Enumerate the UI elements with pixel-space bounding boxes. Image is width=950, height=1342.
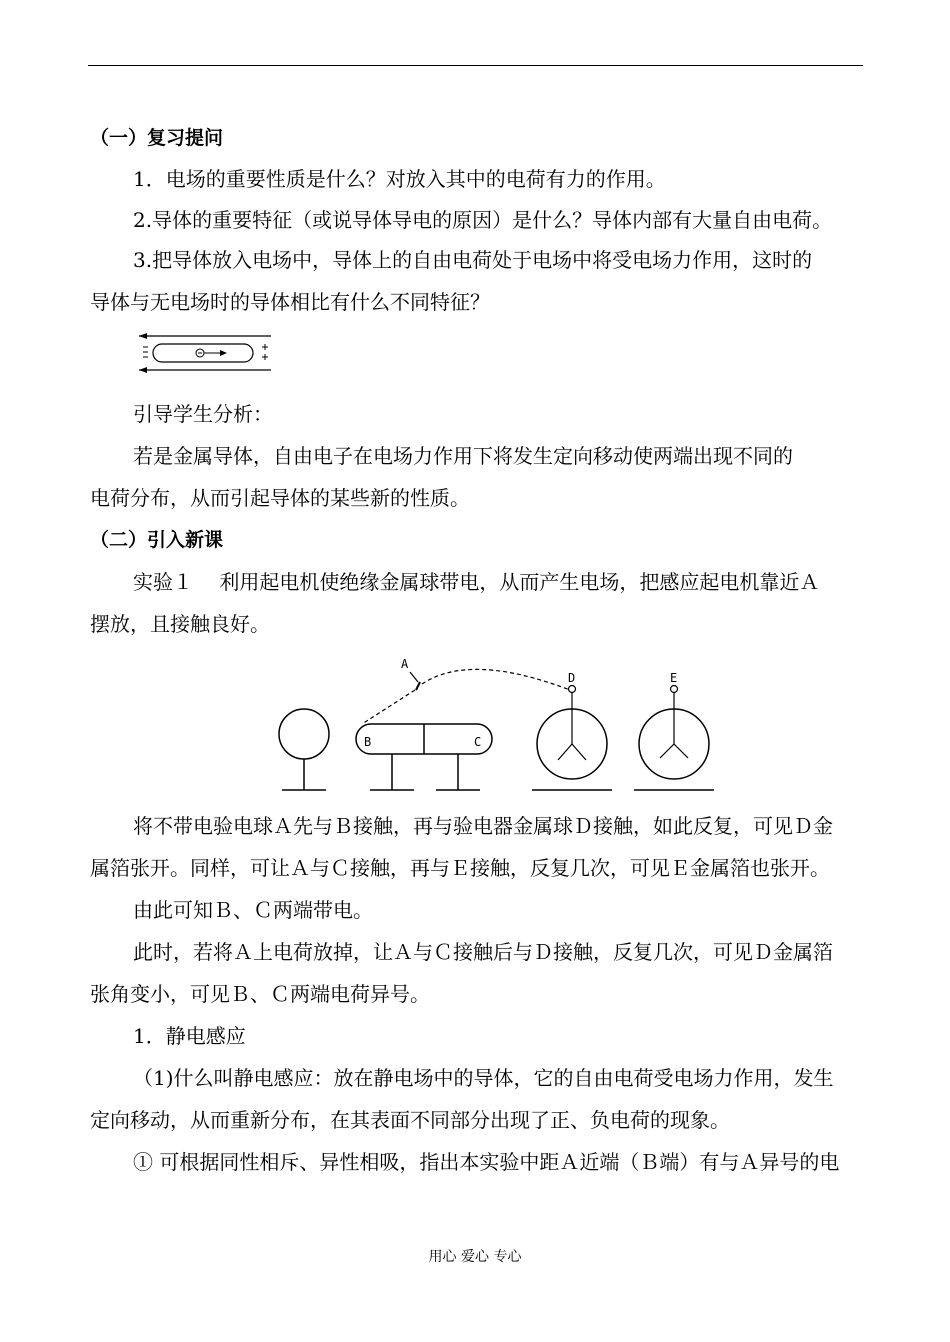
question-3-line2: 导体与无电场时的导体相比有什么不同特征？ <box>90 290 490 314</box>
section-heading-review: （一）复习提问 <box>90 127 224 149</box>
subheading-induction: 1．静电感应 <box>133 1024 246 1048</box>
paragraph-1-line1: 将不带电验电球Ａ先与Ｂ接触，再与验电器金属球Ｄ接触，如此反复，可见Ｄ金 <box>133 814 833 838</box>
page-footer: 用心 爱心 专心 <box>428 1249 522 1265</box>
guide-text: 引导学生分析： <box>133 402 273 426</box>
definition-line1: （1)什么叫静电感应：放在静电场中的导体，它的自由电荷受电场力作用，发生 <box>133 1066 834 1090</box>
paragraph-3-line1: 此时，若将Ａ上电荷放掉，让Ａ与Ｃ接触后与Ｄ接触，反复几次，可见Ｄ金属箔 <box>133 940 833 964</box>
paragraph-2: 由此可知Ｂ、Ｃ两端带电。 <box>133 898 373 922</box>
label-e: E <box>670 671 678 685</box>
label-d: D <box>568 671 576 685</box>
question-2: 2.导体的重要特征（或说导体导电的原因）是什么？导体内部有大量自由电荷。 <box>133 208 833 232</box>
label-a: A <box>401 657 409 671</box>
experiment-1-line2: 摆放，且接触良好。 <box>90 612 270 636</box>
analysis-line1: 若是金属导体，自由电子在电场力作用下将发生定向移动使两端出现不同的 <box>133 444 793 468</box>
label-c: C <box>474 735 482 749</box>
conductor-in-field-diagram <box>135 330 275 378</box>
paragraph-1-line2: 属箔张开。同样，可让Ａ与Ｃ接触，再与Ｅ接触，反复几次，可见Ｅ金属箔也张开。 <box>90 856 830 880</box>
analysis-line2: 电荷分布，从而引起导体的某些新的性质。 <box>90 486 470 510</box>
experiment-1-line1: 实验１ 利用起电机使绝缘金属球带电，从而产生电场，把感应起电机靠近Ａ <box>133 570 820 594</box>
electrostatic-induction-diagram <box>270 652 720 797</box>
charged-sphere <box>279 709 329 759</box>
section-heading-new-lesson: （二）引入新课 <box>90 529 224 551</box>
question-3-line1: 3.把导体放入电场中，导体上的自由电荷处于电场中将受电场力作用，这时的 <box>133 248 813 272</box>
note-line1: ① 可根据同性相斥、异性相吸，指出本实验中距Ａ近端（Ｂ端）有与Ａ异号的电 <box>133 1150 840 1174</box>
paragraph-3-line2: 张角变小，可见Ｂ、Ｃ两端电荷异号。 <box>90 982 430 1006</box>
question-1: 1．电场的重要性质是什么？对放入其中的电荷有力的作用。 <box>133 167 666 191</box>
label-b: B <box>364 735 372 749</box>
header-rule <box>88 65 863 66</box>
definition-line2: 定向移动，从而重新分布，在其表面不同部分出现了正、负电荷的现象。 <box>90 1108 730 1132</box>
